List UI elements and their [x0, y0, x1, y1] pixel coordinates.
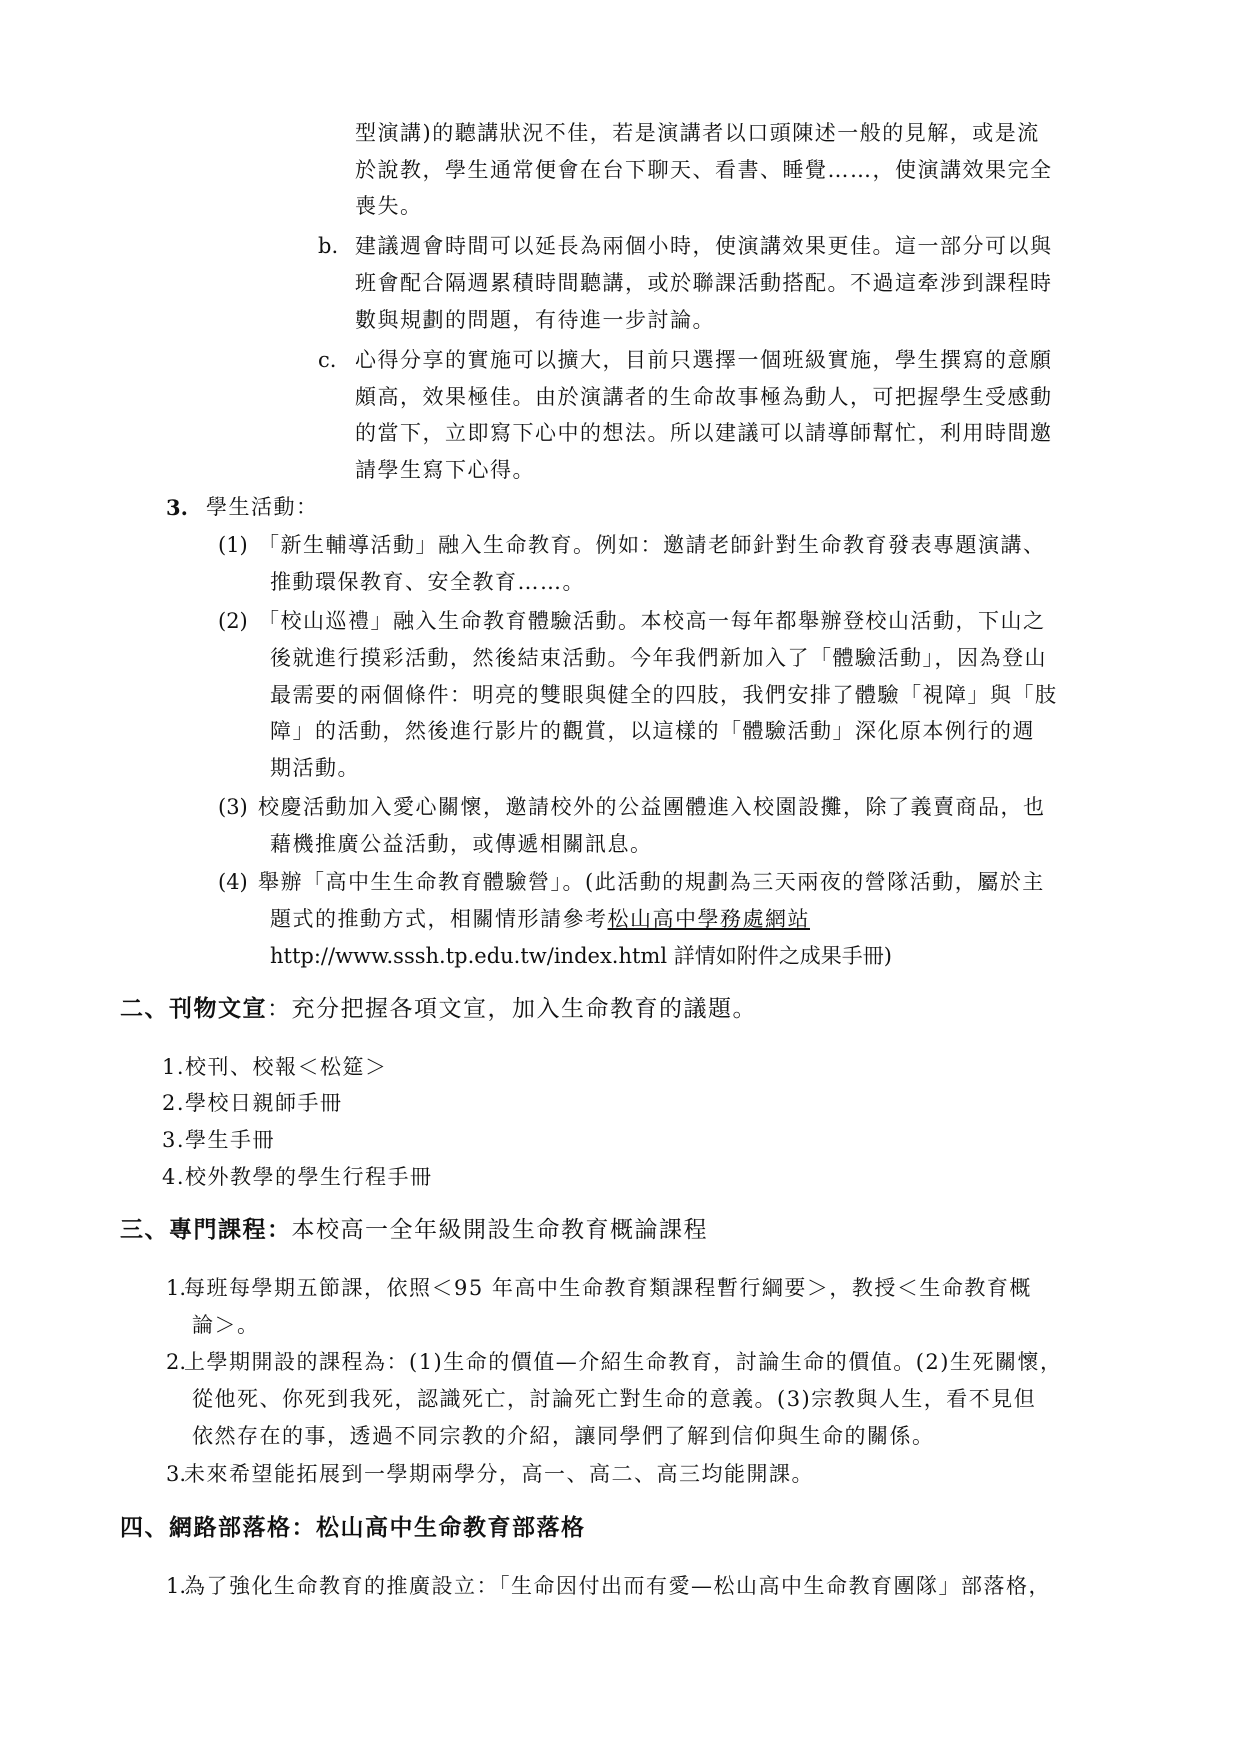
list-marker: c.: [318, 348, 337, 372]
paragraph-line: [270, 909, 810, 930]
paragraph-line: 藉機推廣公益活動，或傳遞相關訊息。: [270, 832, 653, 856]
school-website-link[interactable]: 松山高中學務處網站: [607, 907, 810, 931]
paragraph-line: 最需要的兩個條件：明亮的雙眼與健全的四肢，我們安排了體驗「視障」與「肢: [270, 683, 1058, 707]
paragraph-line: 論＞。: [192, 1313, 260, 1337]
paragraph-line: 後就進行摸彩活動，然後結束活動。今年我們新加入了「體驗活動」，因為登山: [270, 646, 1047, 670]
section-heading: [120, 1219, 708, 1242]
list-marker: 1.: [166, 1574, 187, 1598]
paragraph-line: 頗高，效果極佳。由於演講者的生命故事極為動人，可把握學生受感動: [355, 385, 1053, 409]
paragraph-line: http://www.sssh.tp.edu.tw/index.html 詳情如附件之成果手冊): [270, 944, 892, 968]
list-marker: (2): [218, 609, 248, 633]
paragraph-line: 每班每學期五節課，依照＜95 年高中生命教育類課程暫行綱要＞，教授＜生命教育概: [184, 1276, 1032, 1300]
list-marker: (1): [218, 533, 248, 557]
section-heading-label: 四、網路部落格：松山高中生命教育部落格: [120, 1515, 586, 1541]
list-marker: 1.: [166, 1276, 187, 1300]
section-heading-text: 本校高一全年級開設生命教育概論課程: [291, 1217, 708, 1243]
section-heading-text: ：充分把握各項文宣，加入生命教育的議題。: [267, 996, 757, 1022]
section-heading-label: 二、刊物文宣: [120, 996, 267, 1022]
paragraph-line: 從他死、你死到我死，認識死亡，討論死亡對生命的意義。(3)宗教與人生，看不見但: [192, 1387, 1037, 1411]
paragraph-line: 建議週會時間可以延長為兩個小時，使演講效果更佳。這一部分可以與: [355, 234, 1053, 258]
paragraph-line: 舉辦「高中生生命教育體驗營」。(此活動的規劃為三天兩夜的營隊活動，屬於主: [258, 870, 1045, 894]
list-number: 3.: [166, 495, 188, 520]
paragraph-line: 喪失。: [355, 194, 423, 218]
paragraph-line: 心得分享的實施可以擴大，目前只選擇一個班級實施，學生撰寫的意願: [355, 348, 1053, 372]
paragraph-line: 依然存在的事，透過不同宗教的介紹，讓同學們了解到信仰與生命的關係。: [192, 1424, 935, 1448]
list-item: 3.學生手冊: [162, 1128, 276, 1152]
list-marker: 2.: [166, 1350, 187, 1374]
paragraph-line: 期活動。: [270, 756, 360, 780]
paragraph-line: 為了強化生命教育的推廣設立：「生命因付出而有愛—松山高中生命教育團隊」部落格，: [184, 1574, 1051, 1598]
list-marker: (4): [218, 870, 248, 894]
paragraph-line: 「新生輔導活動」融入生命教育。例如：邀請老師針對生命教育發表專題演講、: [258, 533, 1046, 557]
paragraph-line: 上學期開設的課程為：(1)生命的價值—介紹生命教育，討論生命的價值。(2)生死關懷，: [184, 1350, 1063, 1374]
paragraph-line: 型演講)的聽講狀況不佳，若是演講者以口頭陳述一般的見解，或是流: [355, 121, 1040, 145]
paragraph-line: 「校山巡禮」融入生命教育體驗活動。本校高一每年都舉辦登校山活動，下山之: [258, 609, 1046, 633]
paragraph-text: 題式的推動方式，相關情形請參考: [270, 907, 608, 931]
list-item: 4.校外教學的學生行程手冊: [162, 1165, 433, 1189]
list-marker: b.: [318, 234, 339, 258]
list-marker: 3.: [166, 1462, 187, 1486]
section-heading: [120, 1517, 586, 1540]
list-marker: (3): [218, 795, 248, 819]
paragraph-line: 障」的活動，然後進行影片的觀賞，以這樣的「體驗活動」深化原本例行的週: [270, 719, 1035, 743]
paragraph-line: 未來希望能拓展到一學期兩學分，高一、高二、高三均能開課。: [184, 1462, 814, 1486]
paragraph-line: 推動環保教育、安全教育……。: [270, 570, 585, 594]
paragraph-line: 的當下，立即寫下心中的想法。所以建議可以請導師幫忙，利用時間邀: [355, 421, 1053, 445]
paragraph-line: 校慶活動加入愛心關懷，邀請校外的公益團體進入校園設攤，除了義賣商品，也: [258, 795, 1046, 819]
paragraph-line: 請學生寫下心得。: [355, 458, 535, 482]
section-heading: [120, 998, 757, 1021]
list-item: 1.校刊、校報＜松筵＞: [162, 1055, 388, 1079]
paragraph-line: 班會配合隔週累積時間聽講，或於聯課活動搭配。不過這牽涉到課程時: [355, 271, 1053, 295]
list-item: 2.學校日親師手冊: [162, 1091, 343, 1115]
paragraph-line: 於說教，學生通常便會在台下聊天、看書、睡覺……，使演講效果完全: [355, 158, 1053, 182]
subsection-title: 學生活動：: [206, 495, 319, 519]
section-heading-label: 三、專門課程：: [120, 1217, 292, 1243]
paragraph-line: 數與規劃的問題，有待進一步討論。: [355, 308, 715, 332]
